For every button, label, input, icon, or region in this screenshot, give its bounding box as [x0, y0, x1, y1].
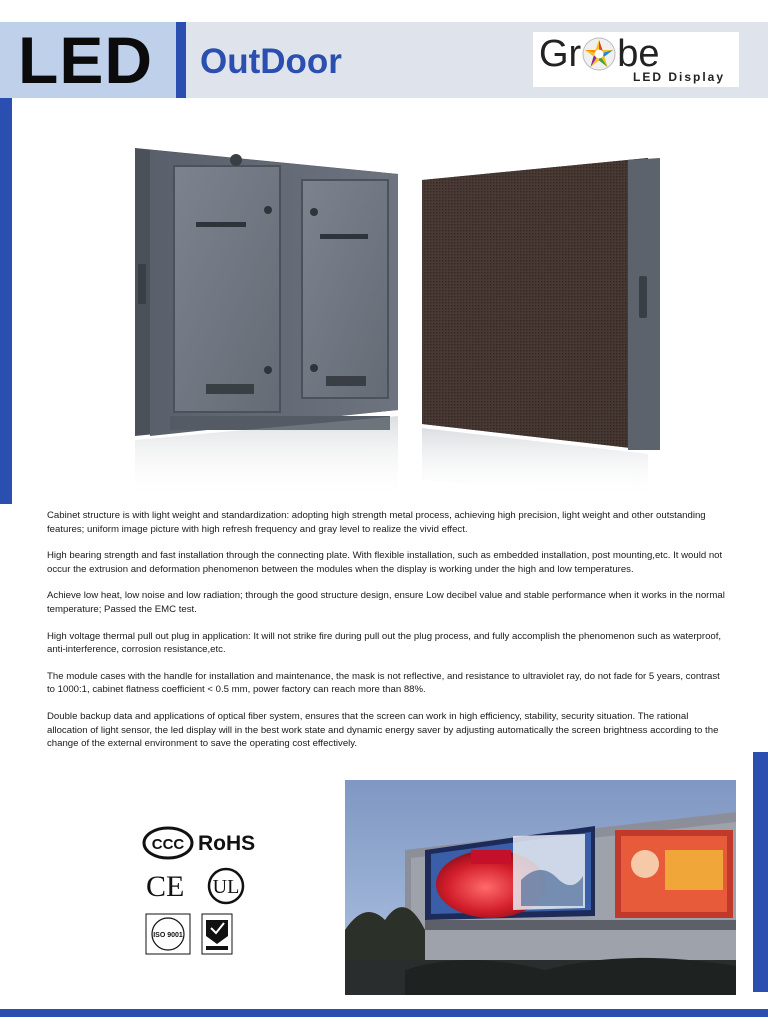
- paragraph: Double backup data and applications of optical fiber system, ensures that the screen can work in high efficiency, stability, security situation. The rational allocation of light sensor, the led display will in the best work state and dynamic energy saver by adjusting automatically the screen brightness according to the change of the external environment to save the operating cost effectively.: [47, 710, 719, 750]
- outdoor-installation-photo: [345, 780, 736, 995]
- grobe-logo: [533, 32, 739, 87]
- header-divider: [176, 22, 186, 98]
- logo-subtitle: LED Display: [633, 70, 726, 84]
- bottom-accent-bar: [0, 1009, 768, 1017]
- description-text: [47, 509, 727, 764]
- paragraph: High bearing strength and fast installation through the connecting plate. With flexible installation, such as embedded installation, post mounting,etc. It would not occur the extrusion and deformation phenomenon between the modules when the display is working under the high and low temperatures.: [47, 550, 723, 575]
- paragraph: The module cases with the handle for installation and maintenance, the mask is not reflective, and resistance to ultraviolet ray, do not fade for 5 years, contrast to 1000:1, cabinet flatness coefficient < 0.5 mm, power factory can reach more than 88%.: [47, 670, 720, 696]
- logo-text-right: be: [617, 33, 660, 75]
- logo-star-icon: [582, 37, 616, 71]
- paragraph: Cabinet structure is with light weight and standardization: adopting high strength metal process, achieving high precision, light weight and other outstanding features; uniform image picture with high refresh frequency and gray level to realize the vivid effect.: [47, 510, 706, 535]
- left-accent-bar: [0, 98, 12, 504]
- right-accent-bar: [753, 752, 768, 992]
- paragraph: High voltage thermal pull out plug in application: It will not strike fire during pull out the plug process, and fully accomplish the phenomenon such as waterproof, anti-interference, corrosion resistance,etc.: [47, 630, 722, 656]
- led-title: LED: [18, 23, 153, 97]
- ce-logo: CE: [146, 870, 185, 903]
- iso-logo: [146, 914, 190, 954]
- logo-wordmark: [539, 34, 660, 74]
- ccc-logo: [144, 828, 192, 858]
- led-cabinet-image: [130, 140, 670, 500]
- rohs-text: RoHS: [198, 832, 256, 855]
- certification-logos: [140, 820, 290, 960]
- ccc-text: CCC: [151, 836, 185, 853]
- paragraph: Achieve low heat, low noise and low radiation; through the good structure design, ensure Low decibel value and stable performance when it works in the normal temperature; Passed the EMC test.: [47, 590, 725, 615]
- logo-text-left: Gr: [539, 33, 582, 75]
- iso-text: ISO 9001: [153, 932, 183, 939]
- ukas-logo: [202, 914, 232, 954]
- outdoor-title: OutDoor: [200, 42, 342, 81]
- ul-logo: [209, 869, 243, 903]
- ul-text: UL: [212, 876, 240, 898]
